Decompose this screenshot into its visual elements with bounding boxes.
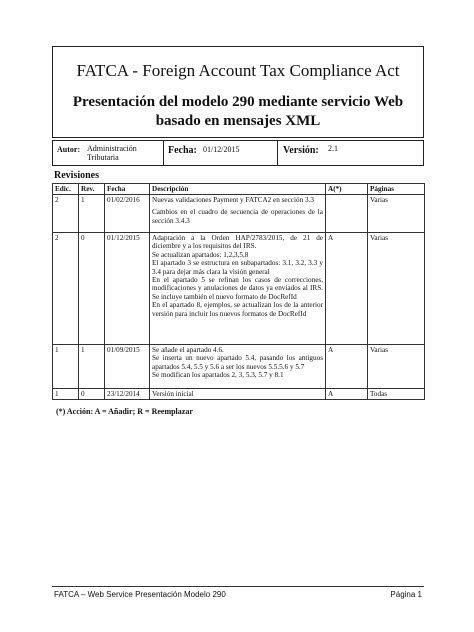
meta-divider	[277, 141, 278, 165]
description-line: En el apartado 5 se refinan los casos de correcciones, modificaciones y anulaciones de datos ya enviados al IRS. Se incluye también el nuevo formato de DocRefId	[152, 276, 323, 301]
cell-fecha: 01/02/2016	[105, 195, 150, 233]
cell-edic: 1	[53, 345, 79, 389]
cell-edic: 2	[53, 233, 79, 345]
column-header-descripcion: Descripción	[150, 184, 326, 195]
autor-value-line2: Tributaria	[87, 153, 119, 162]
autor-value-line1: Administración	[87, 144, 137, 153]
column-header-paginas: Páginas	[368, 184, 425, 195]
footer-document-name: FATCA – Web Service Presentación Modelo 290	[54, 590, 226, 599]
cell-paginas: Varias	[368, 345, 425, 389]
table-row	[53, 345, 425, 389]
cell-edic: 1	[53, 389, 79, 400]
table-row	[53, 233, 425, 345]
autor-label: Autor:	[57, 145, 81, 154]
description-line: Cambios en el cuadro de secuencia de operaciones de la sección 3.4.3	[152, 208, 323, 225]
column-header-fecha: Fecha	[105, 184, 150, 195]
column-header-edic: Edic.	[53, 184, 79, 195]
cell-descripcion	[150, 389, 326, 400]
document-subtitle: Presentación del modelo 290 mediante servicio Web basado en mensajes XML	[72, 94, 404, 129]
revisiones-heading: Revisiones	[54, 170, 99, 181]
description-line: En el apartado 8, ejemplos, se actualizan los de la anterior versión para incluir los nuevos formatos de DocRefId	[152, 301, 323, 318]
description-line: Se actualizan apartados: 1,2,3,5,8	[152, 250, 249, 259]
cell-fecha: 23/12/2014	[105, 389, 150, 400]
title-box	[52, 46, 424, 138]
cell-paginas: Varias	[368, 195, 425, 233]
cell-rev: 1	[79, 195, 105, 233]
cell-descripcion	[150, 233, 326, 345]
cell-fecha: 01/09/2015	[105, 345, 150, 389]
version-value: 2.1	[328, 144, 338, 153]
cell-accion: A	[326, 389, 368, 400]
column-header-rev: Rev.	[79, 184, 105, 195]
fecha-label: Fecha:	[168, 145, 197, 156]
footer-divider	[52, 586, 424, 587]
column-header-accion: A(*)	[326, 184, 368, 195]
fecha-value: 01/12/2015	[203, 145, 240, 154]
cell-accion: A	[326, 345, 368, 389]
cell-rev: 0	[79, 389, 105, 400]
description-line: El apartado 3 se estructura en subapartados: 3.1, 3.2, 3.3 y 3.4 para dejar más clara la visión general	[152, 259, 323, 276]
revisions-table	[52, 183, 425, 400]
description-line: Adaptación a la Orden HAP/2783/2015, de 21 de diciembre y a los requisitos del IRS.	[152, 234, 323, 251]
metadata-box	[52, 140, 424, 166]
version-label: Versión:	[283, 145, 319, 156]
action-legend: (*) Acción: A = Añadir; R = Reemplazar	[56, 407, 193, 416]
meta-divider	[163, 141, 164, 165]
table-row	[53, 195, 425, 233]
description-line: Se añade el apartado 4.6.	[152, 346, 224, 354]
description-line: Se inserta un nuevo apartado 5.4, pasando los antiguos apartados 5.4, 5.5 y 5.6 a ser los nuevos 5.5.5.6 y 5.7	[152, 354, 323, 371]
document-title: FATCA - Foreign Account Tax Compliance Act	[76, 61, 400, 80]
cell-accion: A	[326, 233, 368, 345]
table-header-row	[53, 184, 425, 195]
cell-rev: 0	[79, 233, 105, 345]
cell-descripcion	[150, 345, 326, 389]
description-line: Versión inicial	[152, 390, 194, 398]
cell-descripcion	[150, 195, 326, 233]
cell-paginas: Todas	[368, 389, 425, 400]
description-line: Nuevas validaciones Payment y FATCA2 en sección 3.3	[152, 196, 314, 204]
cell-edic: 2	[53, 195, 79, 233]
cell-rev: 1	[79, 345, 105, 389]
footer-page-number: Página 1	[390, 590, 422, 599]
cell-fecha: 01/12/2015	[105, 233, 150, 345]
cell-paginas: Varias	[368, 233, 425, 345]
cell-accion	[326, 195, 368, 233]
table-row	[53, 389, 425, 400]
description-line: Se modifican los apartados 2, 3, 5.3, 5.7 y 8.1	[152, 371, 284, 380]
